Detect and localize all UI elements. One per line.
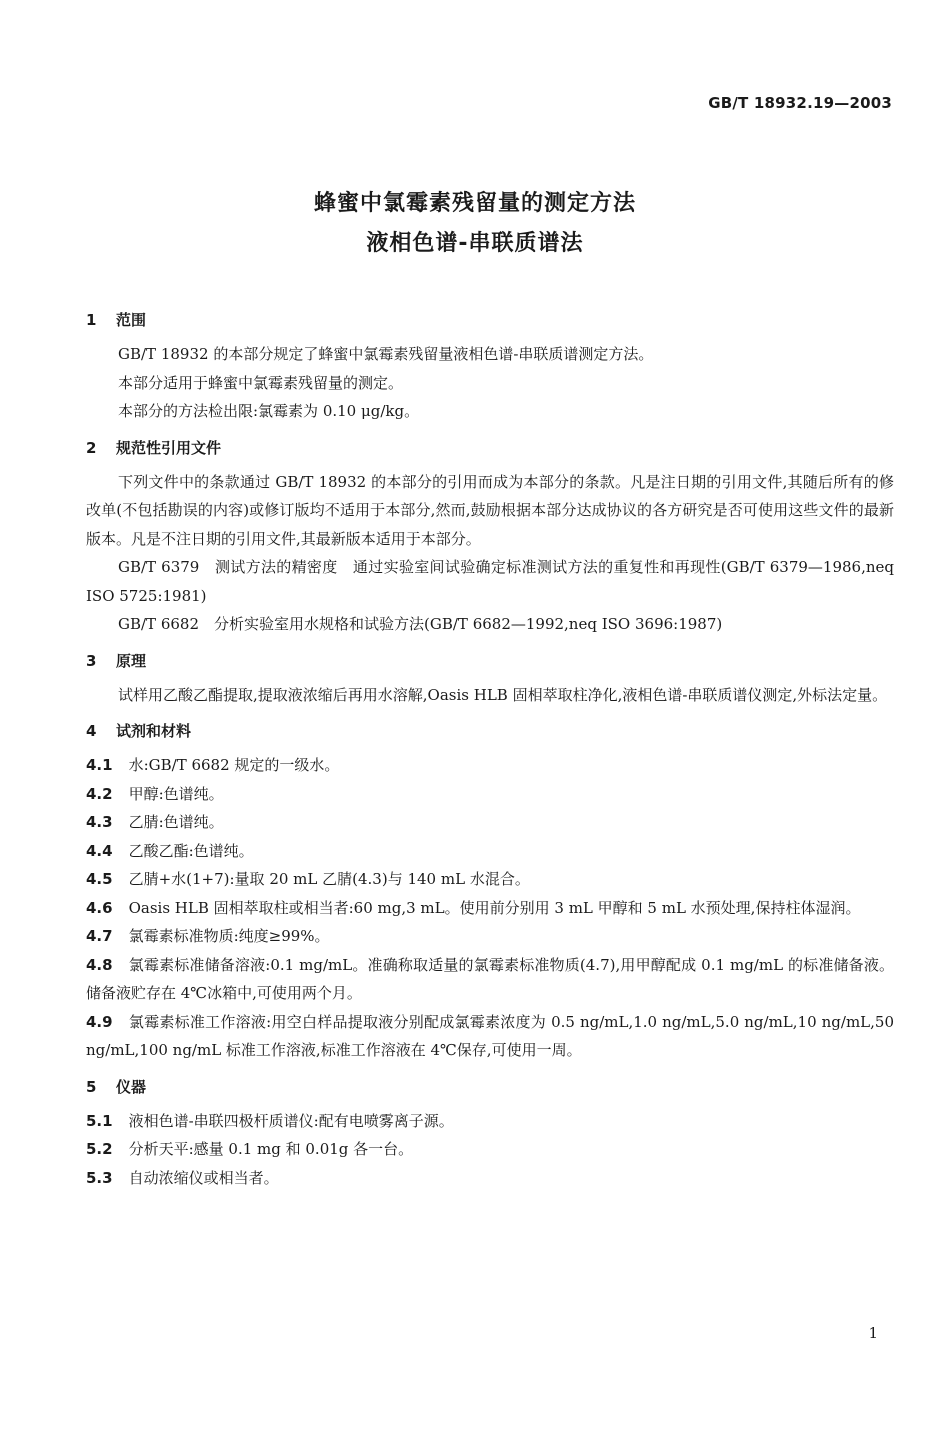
clause-text: 水:GB/T 6682 规定的一级水。 (128, 756, 340, 774)
document-title: 蜂蜜中氯霉素残留量的测定方法 (313, 191, 636, 216)
clause-number: 5.3 (86, 1168, 113, 1187)
clause-text: Oasis HLB 固相萃取柱或相当者:60 mg,3 mL。使用前分别用 3 mL 甲醇和 5 mL 水预处理,保持柱体湿润。 (128, 898, 861, 917)
clause-text: 乙酸乙酯:色谱纯。 (128, 841, 254, 860)
clause-item (86, 1164, 894, 1193)
clause-number: 4.2 (86, 784, 113, 803)
clause-text: 氯霉素标准物质:纯度≥99%。 (128, 927, 330, 945)
document-subtitle: 液相色谱-串联质谱法 (366, 231, 584, 256)
clause-text: 分析天平:感量 0.1 mg 和 0.01g 各一台。 (128, 1140, 414, 1158)
clause-number: 4.4 (86, 841, 113, 860)
paragraph: 本部分的方法检出限:氯霉素为 0.10 μg/kg。 (118, 402, 420, 420)
document-body (86, 306, 894, 1192)
paragraph: 下列文件中的条款通过 GB/T 18932 的本部分的引用而成为本部分的条款。凡是注日期的引用文件,其随后所有的修改单(不包括勘误的内容)或修订版均不适用于本部分,然而,鼓励根据本部分达成协议的各方研究是否可使用这些文件的最新版本。凡是不注日期的引用文件,其最新版本适用于本部分。 (86, 472, 894, 548)
clause-item (86, 1107, 894, 1136)
clause-item (86, 837, 894, 866)
page-number: 1 (868, 1324, 878, 1342)
clause-number: 4.1 (86, 756, 113, 774)
clause-item (86, 751, 894, 780)
section-number: 1 (86, 311, 97, 329)
clause-item (86, 1008, 894, 1065)
section-heading (86, 647, 894, 675)
clause-item (86, 922, 894, 951)
clause-number: 4.6 (86, 898, 113, 917)
section-heading (86, 434, 894, 462)
clause-number: 4.9 (86, 1012, 113, 1031)
section-title: 规范性引用文件 (116, 438, 222, 457)
section-heading (86, 306, 894, 334)
clause-number: 4.3 (86, 813, 113, 831)
section-title: 原理 (116, 651, 147, 670)
clause-number: 4.7 (86, 927, 113, 945)
clause-item (86, 780, 894, 809)
clause-item (86, 865, 894, 894)
clause-text: 乙腈:色谱纯。 (128, 813, 224, 831)
clause-number: 5.2 (86, 1140, 113, 1158)
section-title: 仪器 (116, 1077, 147, 1096)
clause-text: 氯霉素标准储备溶液:0.1 mg/mL。准确称取适量的氯霉素标准物质(4.7),用甲醇配成 0.1 mg/mL 的标准储备液。储备液贮存在 4℃冰箱中,可使用两个月。 (86, 955, 894, 1002)
clause-number: 4.5 (86, 870, 113, 888)
section-heading (86, 1073, 894, 1101)
clause-item (86, 894, 894, 923)
paragraph: 本部分适用于蜂蜜中氯霉素残留量的测定。 (118, 373, 404, 392)
clause-item (86, 951, 894, 1008)
clause-number: 5.1 (86, 1111, 113, 1130)
clause-text: 甲醇:色谱纯。 (128, 784, 224, 803)
clause-text: 氯霉素标准工作溶液:用空白样品提取液分别配成氯霉素浓度为 0.5 ng/mL,1.0 ng/mL,5.0 ng/mL,10 ng/mL,50 ng/mL,100 ng/mL 标准工作溶液,标准工作溶液在 4℃保存,可使用一周。 (86, 1012, 894, 1059)
section-heading (86, 717, 894, 745)
clause-number: 4.8 (86, 955, 113, 974)
clause-text: 自动浓缩仪或相当者。 (128, 1168, 279, 1187)
clause-text: 乙腈+水(1+7):量取 20 mL 乙腈(4.3)与 140 mL 水混合。 (128, 870, 530, 888)
paragraph: 试样用乙酸乙酯提取,提取液浓缩后再用水溶解,Oasis HLB 固相萃取柱净化,液相色谱-串联质谱仪测定,外标法定量。 (118, 685, 888, 704)
section-number: 4 (86, 722, 97, 740)
section-title: 范围 (116, 311, 147, 329)
section-title: 试剂和材料 (116, 722, 192, 740)
clause-item (86, 808, 894, 837)
clause-text: 液相色谱-串联四极杆质谱仪:配有电喷雾离子源。 (128, 1111, 454, 1130)
section-number: 2 (86, 438, 97, 457)
reference-entry: GB/T 6682 分析实验室用水规格和试验方法(GB/T 6682—1992,neq ISO 3696:1987) (118, 615, 723, 633)
clause-item (86, 1135, 894, 1164)
reference-entry: GB/T 6379 测试方法的精密度 通过实验室间试验确定标准测试方法的重复性和再现性(GB/T 6379—1986,neq ISO 5725:1981) (86, 558, 894, 605)
standard-code: GB/T 18932.19—2003 (708, 94, 892, 112)
paragraph: GB/T 18932 的本部分规定了蜂蜜中氯霉素残留量液相色谱-串联质谱测定方法。 (118, 345, 654, 363)
section-number: 3 (86, 651, 97, 670)
section-number: 5 (86, 1077, 97, 1096)
